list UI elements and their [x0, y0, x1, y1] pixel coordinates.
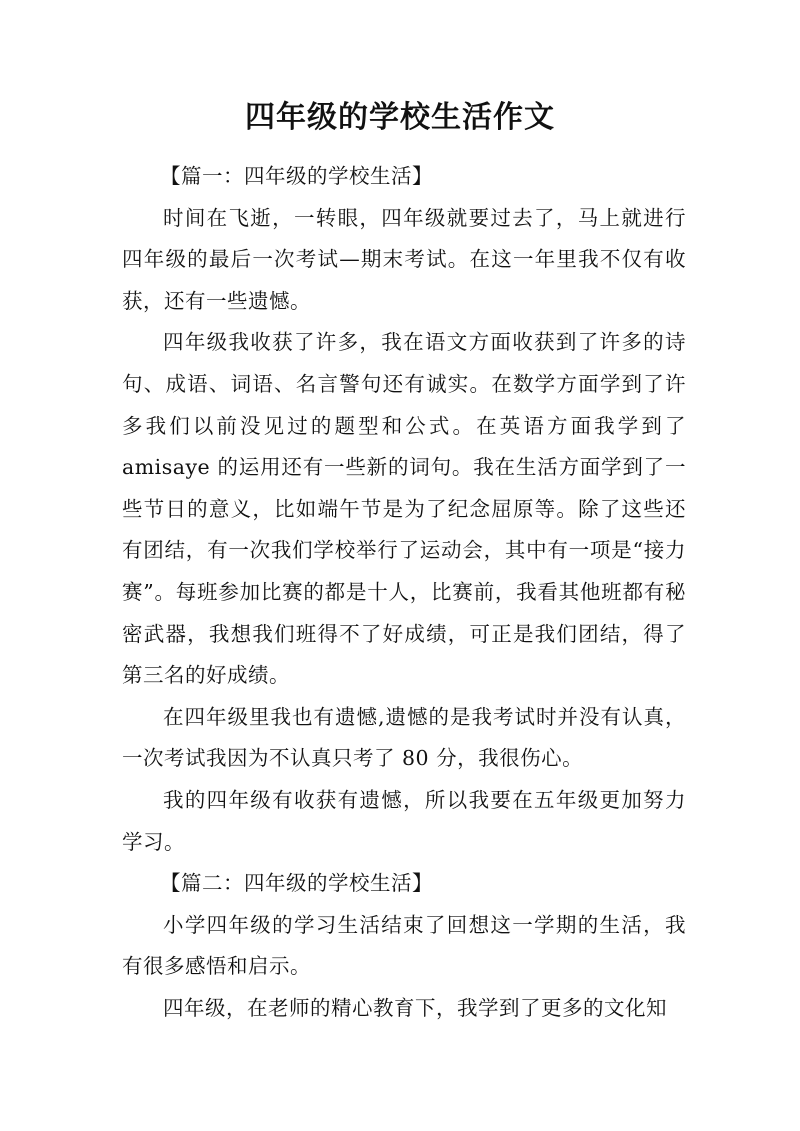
section-2 [122, 863, 686, 1029]
paragraph: 我的四年级有收获有遗憾，所以我要在五年级更加努力学习。 [122, 787, 686, 854]
section-heading: 【篇二：四年级的学校生活】 [160, 871, 433, 896]
paragraph: 四年级，在老师的精心教育下，我学到了更多的文化知 [163, 995, 667, 1020]
paragraph: 四年级我收获了许多，我在语文方面收获到了许多的诗句、成语、词语、名言警句还有诚实。在数学方面学到了许多我们以前没见过的题型和公式。在英语方面我学到了 amisaye 的运用还有一些新的词句。我在生活方面学到了一些节日的意义，比如端午节是为了纪念屈原等。除了这些还有团结，有一次我们学校举行了运动会，其中有一项是“接力赛”。每班参加比赛的都是十人，比赛前，我看其他班都有秘密武器，我想我们班得不了好成绩，可正是我们团结，得了第三名的好成绩。 [122, 330, 686, 688]
paragraph: 时间在飞逝，一转眼，四年级就要过去了，马上就进行四年级的最后一次考试—期末考试。在这一年里我不仅有收获，还有一些遗憾。 [122, 205, 686, 313]
paragraph: 小学四年级的学习生活结束了回想这一学期的生活，我有很多感悟和启示。 [122, 912, 686, 979]
document-body [122, 156, 686, 1029]
document-title: 四年级的学校生活作文 [245, 100, 555, 135]
section-heading: 【篇一：四年级的学校生活】 [160, 164, 433, 188]
paragraph: 在四年级里我也有遗憾,遗憾的是我考试时并没有认真，一次考试我因为不认真只考了 80 分，我很伤心。 [122, 704, 686, 771]
section-1 [122, 156, 686, 863]
